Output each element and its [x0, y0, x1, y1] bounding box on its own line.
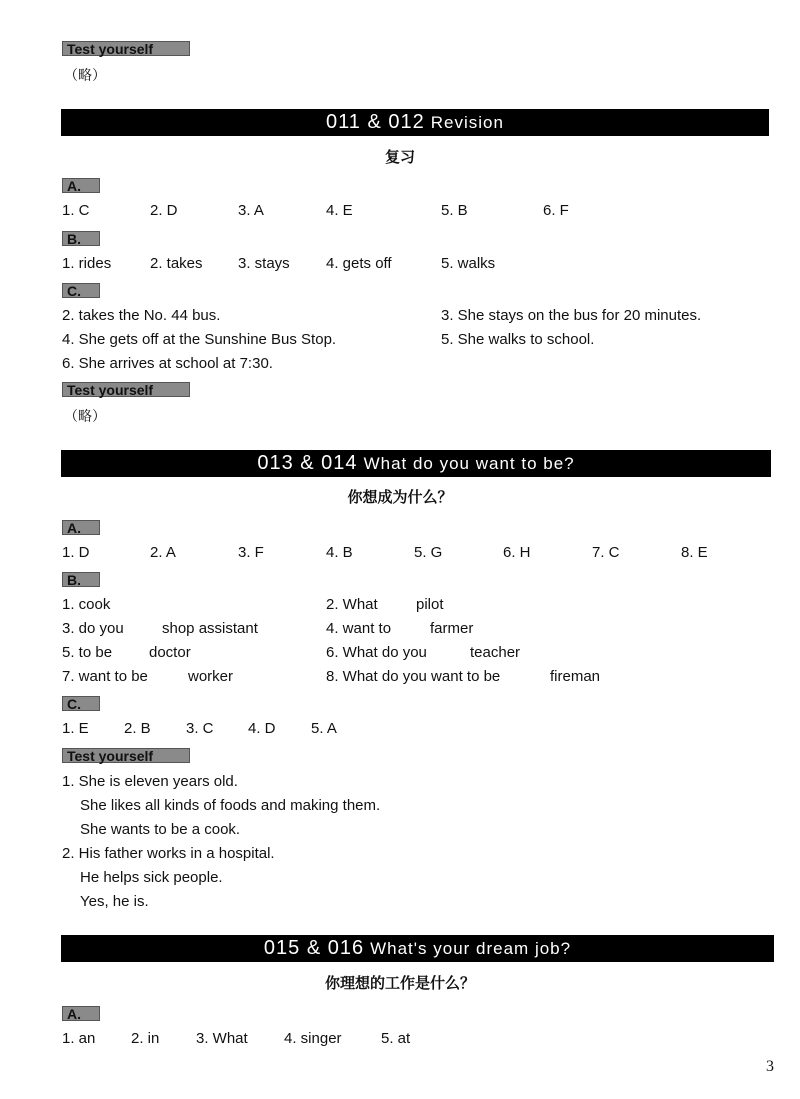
omitted-note: （略）: [64, 68, 106, 84]
section-number: 013 & 014: [257, 452, 358, 474]
answer-line: 2. His father works in a hospital.: [62, 845, 275, 862]
answer: 1. E: [62, 720, 89, 737]
answer: 8. E: [681, 544, 708, 561]
answer: 5. A: [311, 720, 337, 737]
answer: 4. B: [326, 544, 353, 561]
answer-line: She likes all kinds of foods and making them.: [80, 797, 381, 814]
test-yourself-tag: Test yourself: [62, 41, 190, 56]
answer: 3. A: [238, 202, 264, 219]
section-title: What's your dream job?: [370, 939, 572, 958]
answer: worker: [188, 668, 234, 685]
answer: 1. an: [62, 1030, 96, 1047]
answer: pilot: [416, 596, 444, 613]
answer: teacher: [470, 644, 521, 661]
exercise-label-a: A.: [62, 520, 100, 535]
answer: 1. cook: [62, 596, 111, 613]
answer: 4. singer: [284, 1030, 342, 1047]
exercise-label-c: C.: [62, 283, 100, 298]
page-number: 3: [766, 1058, 774, 1075]
section-title: What do you want to be?: [363, 454, 575, 473]
exercise-label-b: B.: [62, 572, 100, 587]
answer: 1. D: [62, 544, 90, 561]
answer: 2. D: [150, 202, 178, 219]
answer: 4. E: [326, 202, 353, 219]
answer-line: Yes, he is.: [80, 893, 149, 910]
section-banner-011-012: [61, 109, 769, 136]
answer: 5. to be: [62, 644, 113, 661]
test-yourself-tag: Test yourself: [62, 382, 190, 397]
answer: 2. A: [150, 544, 176, 561]
answer: 6. H: [503, 544, 531, 561]
answer: shop assistant: [162, 620, 258, 637]
answer: 6. She arrives at school at 7:30.: [62, 355, 273, 372]
answer: doctor: [149, 644, 191, 661]
exercise-label-c: C.: [62, 696, 100, 711]
exercise-label-a: A.: [62, 178, 100, 193]
answer: 4. D: [248, 720, 276, 737]
omitted-note: （略）: [64, 409, 106, 425]
section-banner-015-016: [61, 935, 774, 962]
answer: 6. What do you: [326, 644, 427, 661]
answer: fireman: [550, 668, 601, 685]
exercise-label-b: B.: [62, 231, 100, 246]
answer: 4. gets off: [326, 255, 392, 272]
answer: 1. rides: [62, 255, 112, 272]
answer: 5. G: [414, 544, 443, 561]
answer: 3. What: [196, 1030, 248, 1047]
answer: 3. She stays on the bus for 20 minutes.: [441, 307, 702, 324]
answer: 8. What do you want to be: [326, 668, 501, 685]
answer-line: 1. She is eleven years old.: [62, 773, 238, 790]
section-subtitle: 你想成为什么？: [347, 488, 453, 506]
answer: 4. She gets off at the Sunshine Bus Stop.: [62, 331, 337, 348]
answer: 2. What: [326, 596, 378, 613]
section-number: 011 & 012: [326, 111, 425, 133]
answer: farmer: [430, 620, 474, 637]
section-title: Revision: [430, 113, 504, 132]
answer: 3. F: [238, 544, 264, 561]
section-subtitle: 复习: [384, 148, 415, 166]
answer: 7. C: [592, 544, 620, 561]
answer: 4. want to: [326, 620, 392, 637]
answer: 5. walks: [441, 255, 496, 272]
answer: 1. C: [62, 202, 90, 219]
answer: 2. takes: [150, 255, 203, 272]
answer: 2. takes the No. 44 bus.: [62, 307, 221, 324]
answer-line: He helps sick people.: [80, 869, 223, 886]
answer: 3. do you: [62, 620, 124, 637]
answer-line: She wants to be a cook.: [80, 821, 241, 838]
section-banner-013-014: [61, 450, 771, 477]
answer: 2. B: [124, 720, 151, 737]
answer: 5. at: [381, 1030, 411, 1047]
answer: 5. She walks to school.: [441, 331, 595, 348]
test-yourself-tag: Test yourself: [62, 748, 190, 763]
answer: 3. C: [186, 720, 214, 737]
answer: 2. in: [131, 1030, 160, 1047]
answer: 7. want to be: [62, 668, 148, 685]
exercise-label-a: A.: [62, 1006, 100, 1021]
section-number: 015 & 016: [263, 937, 365, 959]
section-subtitle: 你理想的工作是什么？: [324, 974, 475, 992]
answer: 6. F: [543, 202, 569, 219]
answer: 5. B: [441, 202, 468, 219]
answer: 3. stays: [238, 255, 290, 272]
